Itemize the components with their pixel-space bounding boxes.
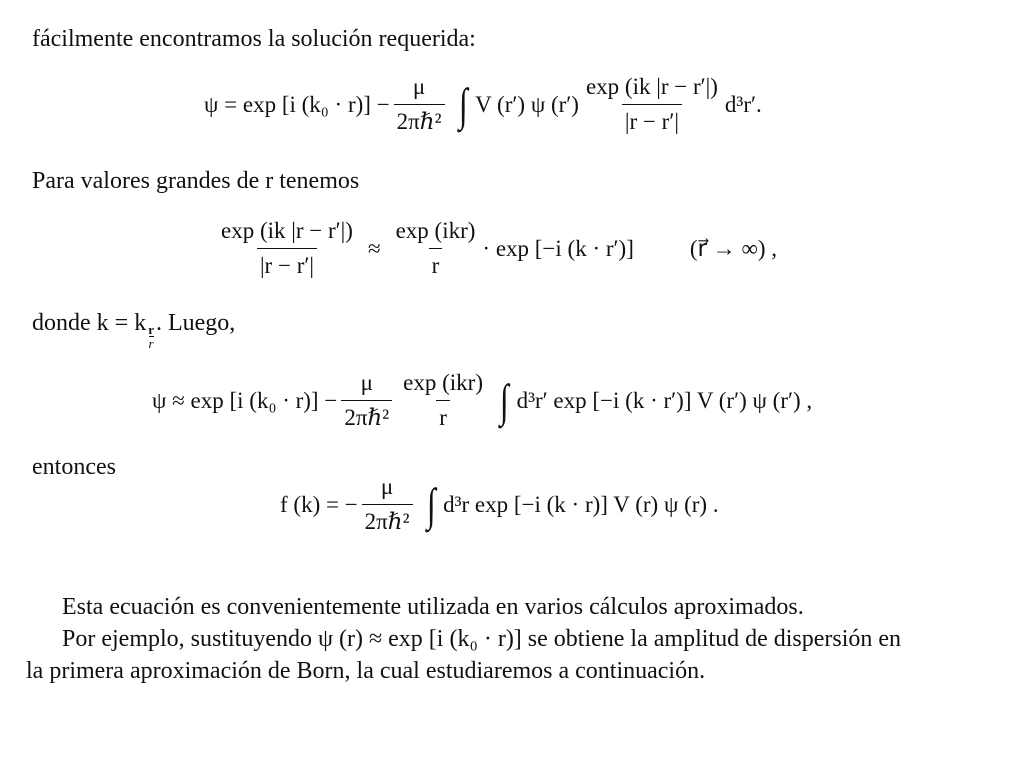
eq4-coef-den: 2πℏ²	[362, 504, 413, 537]
eq2-approx: ≈	[367, 235, 381, 261]
eq3-coef-num: μ	[360, 370, 373, 395]
paragraph-intro: fácilmente encontramos la solución requerida:	[32, 26, 476, 52]
paragraph-closing-2: Por ejemplo, sustituyendo ψ (r) ≈ exp [i (k₀ · r)] se obtiene la amplitud de dispersión en	[62, 626, 902, 652]
eq3-integral-sign: ∫	[499, 374, 509, 426]
donde-frac-den: r	[148, 336, 154, 351]
eq3-frac-den: r	[436, 400, 450, 433]
eq3-lhs: ψ ≈ exp [i (k₀ · r)] −	[152, 387, 338, 413]
equation-1	[204, 72, 762, 137]
eq1-coef-num: μ	[412, 74, 426, 99]
donde-post: . Luego,	[155, 310, 236, 336]
paragraph-donde	[32, 308, 235, 350]
paragraph-closing-1: Esta ecuación es convenientemente utilizada en varios cálculos aproximados.	[62, 594, 804, 620]
equation-4	[280, 472, 719, 537]
eq1-coef-den: 2πℏ²	[394, 104, 445, 137]
eq1-frac-den: |r − r′|	[622, 104, 682, 137]
eq4-integral-sign: ∫	[426, 478, 436, 530]
eq1-integral-sign: ∫	[458, 78, 468, 130]
eq1-coefficient	[394, 72, 445, 137]
paragraph-closing-3: la primera aproximación de Born, la cual estudiaremos a continuación.	[26, 658, 706, 684]
eq2-condition: (r⃗ → ∞) ,	[689, 235, 778, 261]
equation-2	[214, 216, 777, 281]
eq4-coefficient	[362, 472, 413, 537]
donde-frac-num: r	[148, 322, 154, 337]
donde-unit-vector	[148, 323, 154, 350]
eq3-coef-den: 2πℏ²	[341, 400, 392, 433]
paragraph-large-r: Para valores grandes de r tenemos	[32, 168, 360, 194]
equation-3	[152, 368, 812, 433]
eq1-lhs: ψ = exp [i (k₀ · r)] −	[204, 91, 390, 117]
eq3-frac-num: exp (ikr)	[403, 370, 483, 395]
eq3-spherical-fraction	[400, 368, 486, 433]
eq1-green-fraction	[583, 72, 721, 137]
paragraph-entonces: entonces	[32, 454, 116, 480]
eq2-lhs-den: |r − r′|	[257, 248, 317, 281]
eq1-frac-num: exp (ik |r − r′|)	[585, 74, 718, 99]
eq2-lhs-fraction	[218, 216, 356, 281]
donde-pre: donde k = k	[32, 310, 147, 336]
eq1-tail: d³r′.	[724, 91, 762, 117]
eq3-coefficient	[341, 368, 392, 433]
eq4-integrand: d³r exp [−i (k · r)] V (r) ψ (r) .	[443, 491, 719, 517]
eq2-rhs-num: exp (ikr)	[395, 218, 476, 243]
eq4-coef-num: μ	[380, 474, 394, 499]
eq2-rhs-fraction	[393, 216, 479, 281]
eq2-rhs-den: r	[429, 248, 443, 281]
eq1-integrand: V (r′) ψ (r′)	[475, 91, 579, 117]
eq2-rhs-tail: · exp [−i (k · r′)]	[482, 235, 634, 261]
eq4-lhs: f (k) = −	[280, 491, 358, 517]
eq2-lhs-num: exp (ik |r − r′|)	[221, 218, 353, 243]
eq3-integrand: d³r′ exp [−i (k · r′)] V (r′) ψ (r′) ,	[516, 387, 813, 413]
